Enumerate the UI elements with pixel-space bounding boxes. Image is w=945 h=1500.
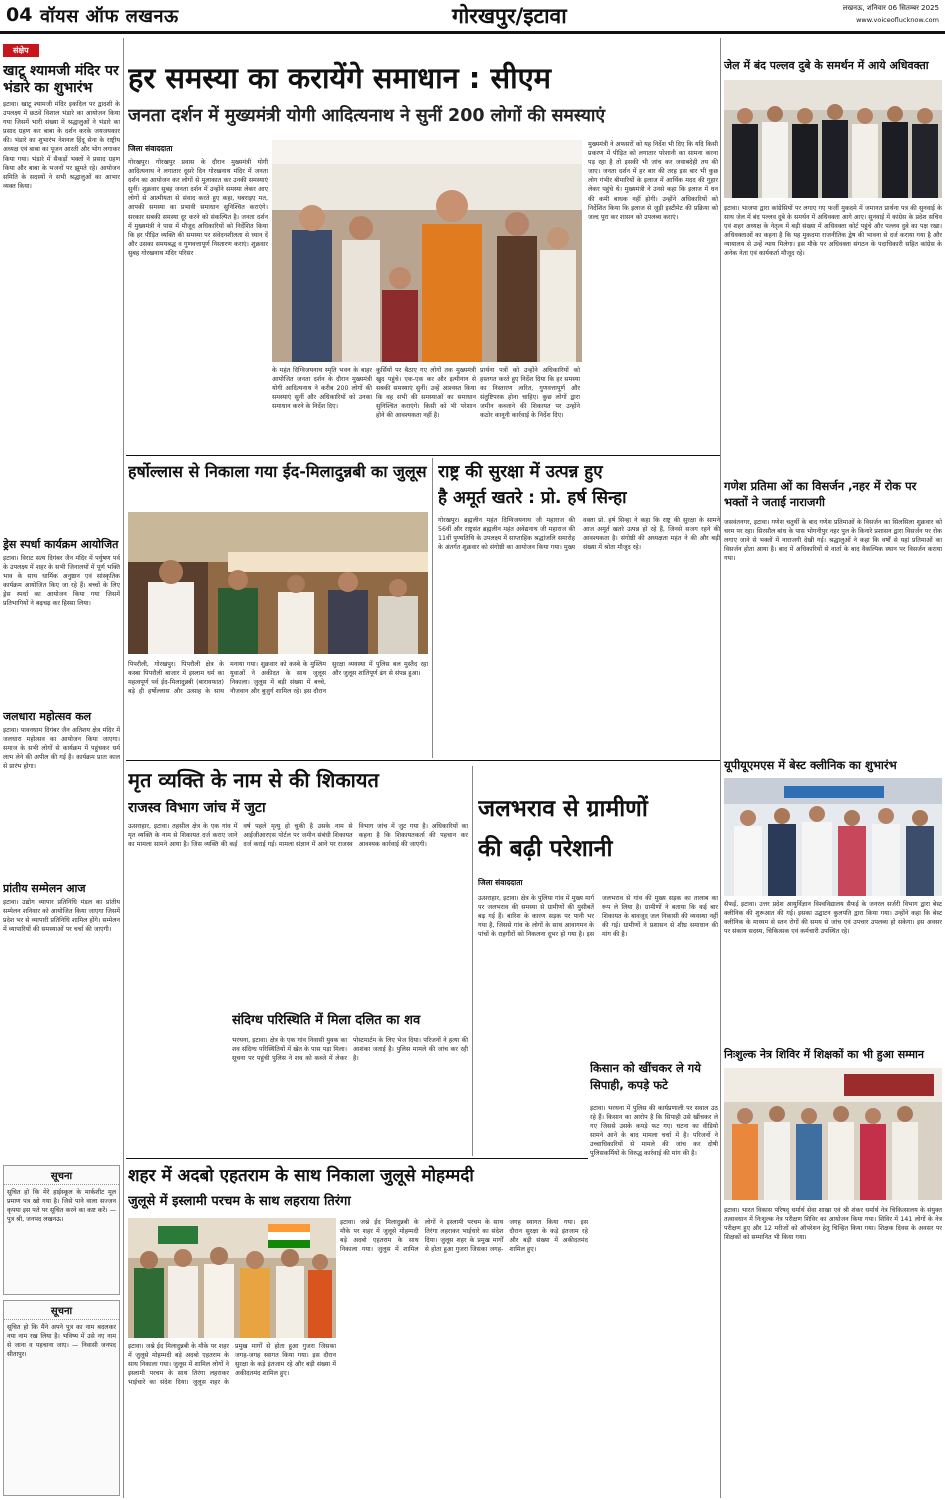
idmilad-body: पिपरौली, गोरखपुर। पिपरौली क्षेत्र के कस्बा पिपरौली बाजार में इस्लाम धर्म का महत्वपूर्ण पर्व ईद-मिलादुन्नबी (बारावफात) बड़े ही हर्षोल्लास और उत्साह के साथ मनाया गया। शुक्रवार को कस्बे के मुस्लिम युवाओं ने अकीदत के साथ जुलूस निकाला। जुलूस में बड़ी संख्या में बच्चे, नौजवान और बुजुर्ग शामिल रहे। इस दौरान सुरक्षा व्यवस्था में पुलिस बल मुस्तैद रहा और जुलूस शांतिपूर्ण ढंग से संपन्न हुआ। bbox=[128, 661, 428, 696]
sidebar-item bbox=[3, 538, 120, 704]
sidebar-headline: खाटू श्यामजी मंदिर पर भंडारे का शुभारंभ bbox=[3, 63, 119, 96]
website: www.voiceoflucknow.com bbox=[856, 16, 939, 24]
column-divider bbox=[472, 766, 473, 1156]
procession-subheadline: जुलूसे में इस्लामी परचम के साथ लहराया तिरंगा bbox=[128, 1194, 351, 1209]
column-divider bbox=[432, 458, 433, 758]
lead-column: मुख्यमंत्री ने अफसरों को यह निर्देश भी दिए कि यदि किसी प्रकरण में पीड़ित को लगातार परेशानी का सामना करना पड़ रहा है तो इसकी भी जांच कर जवाबदेही तय की जाए। जनता दर्शन में हर बार की तरह इस बार भी कुछ लोग गंभीर बीमारियों के इलाज में आर्थिक मदद की गुहार लेकर पहुंचे थे। मुख्यमंत्री ने उनसे कहा कि इलाज में धन की कमी बाधक नहीं होगी। उन्होंने अधिकारियों को निर्देशित किया कि इलाज से जुड़ी इस्टीमेट की प्रक्रिया को जल्द पूरा कर शासन को उपलब्ध कराएं। bbox=[588, 141, 718, 221]
procession-body-cont: इटावा। जश्ने ईद मिलादुन्नबी के मौके पर शहर में जुलूसे मोहम्मदी बड़े अदबो एहतराम के साथ निकाला गया। जुलूस में शामिल लोगों ने इस्लामी परचम के साथ तिरंगा लहराकर भाईचारे का संदेश दिया। जुलूस शहर के प्रमुख मार्गों से होता हुआ गुजरा जिसका जगह-जगह स्वागत किया गया। इस दौरान सुरक्षा के कड़े इंतजाम रहे और बड़ी संख्या में अकीदतमंद शामिल हुए। bbox=[128, 1343, 336, 1387]
complaint-body: ऊसराहार, इटावा। तहसील क्षेत्र के एक गांव में मृत व्यक्ति के नाम से शिकायत दर्ज कराए जाने का मामला सामने आया है। जिस व्यक्ति की कई वर्ष पहले मृत्यु हो चुकी है उसके नाम से आईजीआरएस पोर्टल पर जमीन संबंधी शिकायत दर्ज कराई गई। मामला संज्ञान में आने पर राजस्व विभाग जांच में जुट गया है। अधिकारियों का कहना है कि शिकायतकर्ता की पहचान कर आवश्यक कार्रवाई की जाएगी। bbox=[128, 823, 468, 849]
flood-headline-line2: की बढ़ी परेशानी bbox=[478, 836, 613, 862]
notice-title: सूचना bbox=[4, 1166, 119, 1185]
ganesh-headline: गणेश प्रतिमा ओं का विसर्जन ,नहर में रोक पर भक्तों ने जताई नाराजगी bbox=[724, 479, 917, 509]
sidebar-body: इटावा। पावनधाम दिगंबर जैन अतिशय क्षेत्र मंदिर में जलधारा महोत्सव का आयोजन किया जाएगा। समाज के सभी लोगों से कार्यक्रम में पहुंचकर धर्म लाभ लेने की अपील की गई है। कार्यक्रम प्रातः काल से प्रारंभ होगा। bbox=[3, 727, 120, 771]
clinic-headline: यूपीयूएमएस में बेस्ट क्लीनिक का शुभारंभ bbox=[724, 758, 897, 772]
security-headline-line1: राष्ट्र की सुरक्षा में उत्पन्न हुए bbox=[438, 462, 603, 482]
lead-column: कुर्सियों पर बैठाए गए लोगों तक मुख्यमंत्री खुद पहुंचे। एक-एक कर और इत्मीनान से सबकी समस्याएं सुनीं। उन्हें आश्वस्त किया कि वह सभी की समस्याओं का समाधान सुनिश्चित कराएंगे। किसी को भी परेशान होने की आवश्यकता नहीं है। bbox=[376, 367, 476, 420]
notice-body: सूचित हो कि मैंने अपने पुत्र का नाम बदलकर नया नाम रख लिया है। भविष्य में उसे नए नाम से जाना व पहचाना जाए। — निवासी जनपद सीतापुर। bbox=[7, 1324, 116, 1359]
notice-box bbox=[3, 1300, 120, 1496]
eye-camp-illustration bbox=[724, 1068, 942, 1200]
procession-photo-illustration bbox=[128, 512, 428, 654]
sidebar-tag: संक्षेप bbox=[3, 44, 39, 57]
section-rule bbox=[126, 1158, 588, 1159]
flood-headline-line1: जलभराव से ग्रामीणों bbox=[478, 796, 648, 822]
sidebar-item bbox=[3, 710, 120, 876]
notice-body: सूचित हो कि मेरे हाईस्कूल के मार्कशीट मूल प्रमाण पत्र खो गया है। जिसे पाने वाला सज्जन कृपया इस पते पर सूचित करने का कष्ट करें। — पुत्र श्री, जनपद लखनऊ। bbox=[7, 1189, 116, 1224]
complaint-subheadline: राजस्व विभाग जांच में जुटा bbox=[128, 800, 266, 816]
sidebar-body: इटावा। विराट सत्य दिगंबर जैन मंदिर में पर्युषण पर्व के उपलक्ष्य में शहर के सभी जिनालयों में पूर्ण भक्ति भाव के साथ धार्मिक अनुष्ठान एवं सांस्कृतिक कार्यक्रम आयोजित किए जा रहे हैं। बच्चों के लिए ड्रेस स्पर्धा का आयोजन किया गया जिसमें प्रतिभागियों ने बढ़चढ़ कर हिस्सा लिया। bbox=[3, 555, 120, 608]
sidebar-body: इटावा। उद्योग व्यापार प्रतिनिधि मंडल का प्रांतीय सम्मेलन शनिवार को आयोजित किया जाएगा जिसमें प्रदेश भर से व्यापारी प्रतिनिधि शामिल होंगे। सम्मेलन में व्यापारियों की समस्याओं पर चर्चा की जाएगी। bbox=[3, 899, 120, 934]
lead-subheadline: जनता दर्शन में मुख्यमंत्री योगी आदित्यनाथ ने सुनीं 200 लोगों की समस्याएं bbox=[128, 106, 606, 126]
sidebar-headline: प्रांतीय सम्मेलन आज bbox=[3, 882, 86, 895]
security-body: गोरखपुर। ब्रह्मलीन महंत दिग्विजयनाथ जी महाराज की 56वीं और राष्ट्रसंत ब्रह्मलीन महंत अवेद्यनाथ जी महाराज की 11वीं पुण्यतिथि के उपलक्ष्य में साप्ताहिक श्रद्धांजलि समारोह के अंतर्गत शुक्रवार को संगोष्ठी का आयोजन किया गया। मुख्य वक्ता प्रो. हर्ष सिन्हा ने कहा कि राष्ट्र की सुरक्षा के सामने आज अमूर्त खतरे उत्पन्न हो रहे हैं, जिनसे सजग रहने की आवश्यकता है। संगोष्ठी की अध्यक्षता महंत ने की और बड़ी संख्या में श्रोता मौजूद रहे। bbox=[438, 517, 720, 552]
clinic-photo-illustration bbox=[724, 778, 942, 896]
sidebar-headline: ड्रेस स्पर्धा कार्यक्रम आयोजित bbox=[3, 538, 119, 551]
idmilad-procession-photo bbox=[128, 512, 428, 654]
procession-photo bbox=[128, 1218, 336, 1338]
procession-group-illustration bbox=[128, 1218, 336, 1338]
notice-box bbox=[3, 1165, 120, 1295]
cm-photo-illustration bbox=[272, 140, 582, 362]
cm-janta-darshan-photo bbox=[272, 140, 582, 362]
sidebar-item bbox=[3, 63, 120, 532]
notice-title: सूचना bbox=[4, 1301, 119, 1320]
lead-column: प्रार्थना पत्रों को उन्होंने अधिकारियों को हस्तगत करते हुए निर्देश दिया कि हर समस्या का निस्तारण त्वरित, गुणवत्तापूर्ण और संतुष्टिपरक होना चाहिए। कुछ लोगों द्वारा जमीन कब्जाने की शिकायत पर उन्होंने कठोर कानूनी कार्रवाई के निर्देश दिए। bbox=[480, 367, 580, 420]
flood-byline: जिला संवाददाता bbox=[478, 878, 523, 887]
lead-headline: हर समस्या का करायेंगे समाधान : सीएम bbox=[128, 61, 551, 95]
lead-column: के महंत दिग्विजयनाथ स्मृति भवन के बाहर आयोजित जनता दर्शन के दौरान मुख्यमंत्री योगी आदित्यनाथ ने करीब 200 लोगों की समस्याएं सुनीं और अधिकारियों को उनका समाधान करने के निर्देश दिए। bbox=[272, 367, 372, 411]
dalit-headline: संदिग्ध परिस्थिति में मिला दलित का शव bbox=[232, 1013, 421, 1028]
complaint-headline: मृत व्यक्ति के नाम से की शिकायत bbox=[128, 768, 379, 792]
flood-body: ऊसराहार, इटावा। क्षेत्र के पुलिया गांव में मुख्य मार्ग पर जलभराव की समस्या से ग्रामीणों की मुसीबतें बढ़ गई हैं। बारिश के कारण सड़क पर पानी भर गया है, जिससे गांव के लोगों के साथ आवागमन के पांचों के राहगीरों को निकलना दूभर हो गया है। इस जलभराव से गांव की मुख्य सड़क का तालाब का रूप ले लिया है। ग्रामीणों ने बताया कि कई बार शिकायत के बावजूद जल निकासी की व्यवस्था नहीं की गई। ग्रामीणों ने प्रशासन से शीघ्र समाधान की मांग की है। bbox=[478, 895, 718, 939]
masthead bbox=[0, 0, 945, 34]
sidebar-body: इटावा। खाटू श्यामजी मंदिर इकदिल पर द्वादशी के उपलक्ष्य में छठवें विशाल भंडारे का आयोजन किया गया जिसमें भारी संख्या में श्रद्धालुओं ने भंडारे का प्रसाद ग्रहण कर बाबा के दर्शन करके जयजयकार की। भंडारे का शुभारंभ नेशनल हिंदू सेना के राष्ट्रीय अध्यक्ष एवं बाबा का पूजन आरती और भोग लगाकर किया गया। भंडारे में सैकड़ों भक्तों ने प्रसाद ग्रहण किया और बाबा के भजनों पर झूमते रहे। आयोजन समिति के सदस्यों ने सभी श्रद्धालुओं का आभार व्यक्त किया। bbox=[3, 101, 120, 190]
sidebar-headline: जलधारा महोत्सव कल bbox=[3, 710, 92, 723]
security-headline-line2: है अमूर्त खतरे : प्रो. हर्ष सिन्हा bbox=[438, 488, 627, 508]
eye-camp-headline: निःशुल्क नेत्र शिविर में शिक्षकों का भी हुआ सम्मान bbox=[724, 1048, 924, 1061]
advocates-photo bbox=[724, 80, 942, 198]
eye-camp-photo bbox=[724, 1068, 942, 1200]
clinic-inauguration-photo bbox=[724, 778, 942, 896]
jail-headline: जेल में बंद पल्लव दुबे के समर्थन में आये अधिवक्ता bbox=[724, 59, 929, 72]
farmers-headline: किसान को खींचकर ले गये सिपाही, कपड़े फटे bbox=[590, 1061, 701, 1092]
lead-column: गोरखपुर। गोरखपुर प्रवास के दौरान मुख्यमंत्री योगी आदित्यनाथ ने लगातार दूसरे दिन गोरखनाथ मंदिर में जनता दर्शन का आयोजन कर लोगों से मुलाकात कर उनकी समस्याएं सुनीं। शुक्रवार सुबह जनता दर्शन में उन्होंने समस्या लेकर आए लोगों से आत्मीयता से संवाद करते हुए कहा, घबराइए मत, आपकी समस्या का प्रभावी समाधान सुनिश्चित कराएंगे। सरकार सबकी समस्या दूर करने को संकल्पित है। जनता दर्शन में मुख्यमंत्री ने पास में मौजूद अधिकारियों को निर्देशित किया कि हर पीड़ित व्यक्ति की समस्या पर संवेदनशीलता से ध्यान दें और उसका समयबद्ध व गुणवत्तापूर्ण निस्तारण कराएं। शुक्रवार सुबह गोरखनाथ मंदिर परिसर bbox=[128, 159, 268, 257]
farmers-body: इटावा। भरथना में पुलिस की कार्यप्रणाली पर सवाल उठ रहे हैं। किसान का आरोप है कि सिपाही उसे खींचकर ले गए जिससे उसके कपड़े फट गए। घटना का वीडियो सामने आने के बाद मामला चर्चा में है। परिजनों ने उच्चाधिकारियों से मामले की जांच कर दोषी पुलिसकर्मियों के विरुद्ध कार्रवाई की मांग की है। bbox=[590, 1105, 718, 1158]
sidebar-item bbox=[3, 882, 120, 1058]
jail-body: इटावा। भाजपा द्वारा कांग्रेसियों पर लगाए गए फर्जी मुकदमे में जमानत प्रार्थना पत्र की सुनवाई के साथ जेल में बंद पल्लव दुबे के समर्थन में अधिवक्ता आगे आए। सुनवाई में कांग्रेस के प्रदेश सचिव एवं शहर अध्यक्ष के नेतृत्व में बड़ी संख्या में अधिवक्ता कोर्ट पहुंचे और पल्लव दुबे का पक्ष रखा। अधिवक्ताओं का कहना है कि यह मुकदमा राजनीतिक द्वेष की भावना से दर्ज कराया गया है और न्यायालय से उन्हें न्याय मिलेगा। इस मौके पर अधिवक्ता संगठन के पदाधिकारी सहित कांग्रेस के अनेक नेता एवं कार्यकर्ता मौजूद रहे। bbox=[724, 205, 942, 258]
section-name: गोरखपुर/इटावा bbox=[452, 3, 567, 28]
sidebar bbox=[3, 38, 120, 1158]
section-rule bbox=[126, 455, 720, 456]
page-number: 04 bbox=[6, 4, 33, 26]
dalit-body: भरथना, इटावा। क्षेत्र के एक गांव निवासी युवक का शव संदिग्ध परिस्थितियों में खेत के पास पड़ा मिला। सूचना पर पहुंची पुलिस ने शव को कब्जे में लेकर पोस्टमार्टम के लिए भेज दिया। परिजनों ने हत्या की आशंका जताई है। पुलिस मामले की जांच कर रही है। bbox=[232, 1037, 468, 1063]
procession-headline: शहर में अदबो एहतराम के साथ निकाला जुलूसे मोहम्मदी bbox=[128, 1166, 474, 1186]
lead-byline: जिला संवाददाता bbox=[128, 144, 173, 153]
column-divider bbox=[720, 38, 721, 1498]
column-divider bbox=[123, 38, 124, 1498]
date-line: लखनऊ, शनिवार 06 सितम्बर 2025 bbox=[842, 4, 939, 12]
ganesh-body: जसवंतनगर, इटावा। गणेश चतुर्थी के बाद गणेश प्रतिमाओं के विसर्जन का सिलसिला शुक्रवार को चरम पर रहा। सिरसौल बांध के पास भोगनीपुर नहर पुल के किनारे प्रशासन द्वारा विसर्जन पर रोक लगाए जाने से भक्तों में नाराजगी देखी गई। श्रद्धालुओं ने कहा कि वर्षों से यहां प्रतिमाओं का विसर्जन होता आया है। बाद में अधिकारियों से वार्ता के बाद वैकल्पिक स्थान पर विसर्जन कराया गया। bbox=[724, 519, 942, 563]
idmilad-headline: हर्षोल्लास से निकाला गया ईद-मिलादुन्नबी का जुलूस bbox=[128, 462, 427, 481]
section-rule bbox=[126, 760, 720, 761]
clinic-body: सैफई, इटावा। उत्तर प्रदेश आयुर्विज्ञान विश्वविद्यालय सैफई के जनरल सर्जरी विभाग द्वारा बेस्ट क्लीनिक की शुरूआत की गई। इसका उद्घाटन कुलपति द्वारा किया गया। उन्होंने कहा कि बेस्ट क्लीनिक के माध्यम से स्तन रोगों की समय से जांच एवं उपचार उपलब्ध हो सकेगा। इस अवसर पर संकाय सदस्य, चिकित्सक एवं कर्मचारी उपस्थित रहे। bbox=[724, 901, 942, 936]
paper-name: वॉयस ऑफ लखनऊ bbox=[40, 6, 179, 27]
eye-camp-body: इटावा। भारत विकास परिषद् धर्मार्थ सेवा शाखा एवं श्री शंकर धर्मार्थ नेत्र चिकित्सालय के संयुक्त तत्वावधान में निःशुल्क नेत्र परीक्षण शिविर का आयोजन किया गया। शिविर में 141 लोगों के नेत्र परीक्षण हुए और 12 मरीजों को ऑपरेशन हेतु चिन्हित किया गया। शिक्षक दिवस के अवसर पर शिक्षकों को सम्मानित भी किया गया। bbox=[724, 1207, 942, 1242]
procession-body: इटावा। जश्ने ईद मिलादुन्नबी के मौके पर शहर में जुलूसे मोहम्मदी बड़े अदबो एहतराम के साथ निकाला गया। जुलूस में शामिल लोगों ने इस्लामी परचम के साथ तिरंगा लहराकर भाईचारे का संदेश दिया। जुलूस शहर के प्रमुख मार्गों से होता हुआ गुजरा जिसका जगह-जगह स्वागत किया गया। इस दौरान सुरक्षा के कड़े इंतजाम रहे और बड़ी संख्या में अकीदतमंद शामिल हुए। bbox=[340, 1219, 588, 1254]
advocates-group-illustration bbox=[724, 80, 942, 198]
